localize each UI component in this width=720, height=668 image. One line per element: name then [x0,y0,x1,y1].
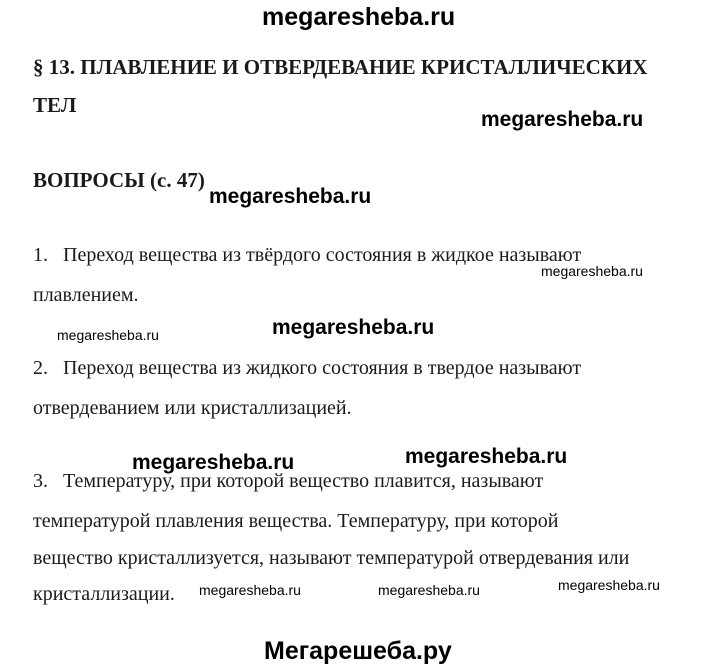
watermark-bottom: Мегарешеба.ру [264,637,452,665]
section-title-line-2: ТЕЛ [33,93,77,117]
answer-3-line-1 [33,471,543,491]
answer-3-line-2: температурой плавления вещества. Температуру, при которой [33,510,559,532]
watermark: megaresheba.ru [199,582,301,598]
answer-number: 1. [33,244,48,266]
questions-heading: ВОПРОСЫ (с. 47) [33,168,205,192]
section-title-line-1: § 13. ПЛАВЛЕНИЕ И ОТВЕРДЕВАНИЕ КРИСТАЛЛИЧЕСКИХ [33,55,648,79]
watermark: megaresheba.ru [272,316,435,339]
watermark: megaresheba.ru [57,327,159,343]
answer-text: Переход вещества из жидкого состояния в твердое называют [63,357,582,379]
answer-text: Переход вещества из твёрдого состояния в жидкое называют [63,244,582,266]
answer-3-line-4: кристаллизации. [33,583,175,605]
watermark: megaresheba.ru [541,263,643,279]
watermark-top: megaresheba.ru [262,3,456,31]
watermark: megaresheba.ru [209,185,372,208]
watermark: megaresheba.ru [132,451,295,474]
answer-1-line-2: плавлением. [33,284,139,306]
answer-text: Температуру, при которой вещество плавится, называют [63,470,544,492]
watermark: megaresheba.ru [378,582,480,598]
answer-2-line-2: отвердеванием или кристаллизацией. [33,397,352,419]
answer-number: 3. [33,470,48,492]
answer-2-line-1 [33,358,581,378]
watermark: megaresheba.ru [405,445,568,468]
answer-1-line-1 [33,245,581,265]
answer-3-line-3: вещество кристаллизуется, называют температурой отвердевания или [33,547,630,569]
watermark: megaresheba.ru [481,108,644,131]
answer-number: 2. [33,357,48,379]
watermark: megaresheba.ru [558,577,660,593]
